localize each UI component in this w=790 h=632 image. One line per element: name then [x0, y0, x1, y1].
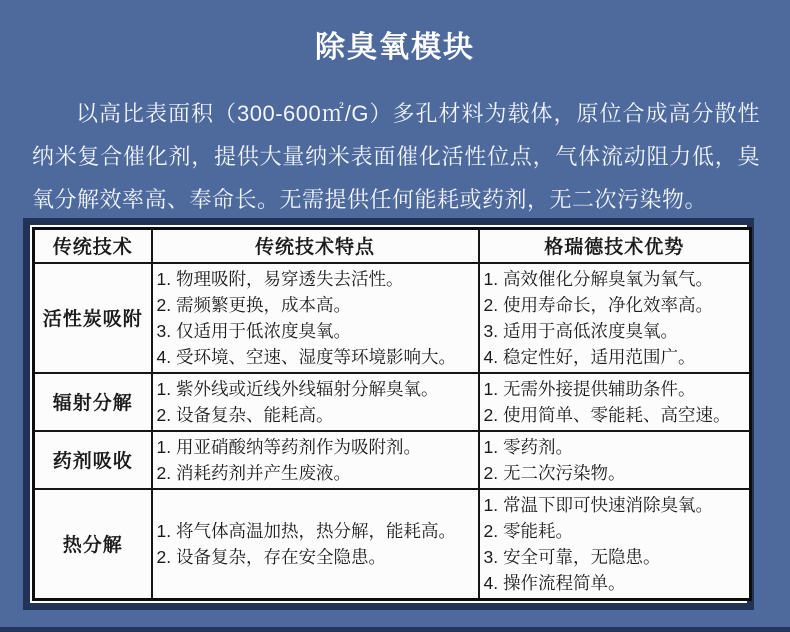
point-line: 2. 使用寿命长，净化效率高。 — [483, 294, 713, 315]
point-line: 1. 无需外接提供辅助条件。 — [483, 378, 696, 399]
point-line: 1. 零药剂。 — [483, 436, 573, 457]
comparison-table-frame — [23, 218, 754, 610]
point-line: 2. 零能耗。 — [483, 520, 573, 541]
advantage-points — [479, 431, 751, 489]
table-row — [34, 373, 751, 431]
bottom-accent-bar — [0, 627, 790, 632]
traditional-points — [152, 263, 479, 373]
table-row — [34, 431, 751, 489]
point-line: 1. 用亚硝酸纳等药剂作为吸附剂。 — [156, 436, 421, 457]
traditional-points — [152, 431, 479, 489]
technology-label: 热分解 — [34, 489, 152, 600]
point-line: 3. 适用于高低浓度臭氧。 — [483, 320, 678, 341]
point-line: 2. 需频繁更换，成本高。 — [156, 294, 351, 315]
point-line: 3. 仅适用于低浓度臭氧。 — [156, 320, 351, 341]
advantage-points — [479, 263, 751, 373]
page-title: 除臭氧模块 — [315, 31, 475, 64]
point-line: 1. 高效催化分解臭氧为氧气。 — [483, 268, 713, 289]
header-traditional-features: 传统技术特点 — [152, 229, 479, 263]
point-line: 1. 常温下即可快速消除臭氧。 — [483, 494, 713, 515]
traditional-points — [152, 373, 479, 431]
technology-label: 活性炭吸附 — [34, 263, 152, 373]
point-line: 4. 操作流程简单。 — [483, 572, 626, 593]
point-line: 2. 设备复杂，存在安全隐患。 — [156, 546, 386, 567]
point-line: 1. 将气体高温加热，热分解，能耗高。 — [156, 520, 456, 541]
technology-label: 辐射分解 — [34, 373, 152, 431]
advantage-points — [479, 373, 751, 431]
point-line: 2. 使用简单、零能耗、高空速。 — [483, 404, 731, 425]
point-line: 2. 消耗药剂并产生废液。 — [156, 462, 351, 483]
table-header-row — [34, 229, 751, 263]
header-technology: 传统技术 — [34, 229, 152, 263]
intro-paragraph: 以高比表面积（300-600㎡/G）多孔材料为载体，原位合成高分散性纳米复合催化剂，提供大量纳米表面催化活性位点，气体流动阻力低，臭氧分解效率高、奉命长。无需提供任何能耗或药剂，无二次污染物。 — [32, 101, 760, 212]
table-row — [34, 263, 751, 373]
point-line: 1. 物理吸附，易穿透失去活性。 — [156, 268, 404, 289]
table-row — [34, 489, 751, 600]
point-line: 2. 无二次污染物。 — [483, 462, 626, 483]
point-line: 4. 稳定性好，适用范围广。 — [483, 346, 696, 367]
point-line: 1. 紫外线或近线外线辐射分解臭氧。 — [156, 378, 439, 399]
point-line: 4. 受环境、空速、湿度等环境影响大。 — [156, 346, 456, 367]
comparison-table — [32, 227, 752, 601]
traditional-points — [152, 489, 479, 600]
point-line: 3. 安全可靠，无隐患。 — [483, 546, 661, 567]
technology-label: 药剂吸收 — [34, 431, 152, 489]
header-gride-advantages: 格瑞德技术优势 — [479, 229, 751, 263]
point-line: 2. 设备复杂、能耗高。 — [156, 404, 334, 425]
advantage-points — [479, 489, 751, 600]
